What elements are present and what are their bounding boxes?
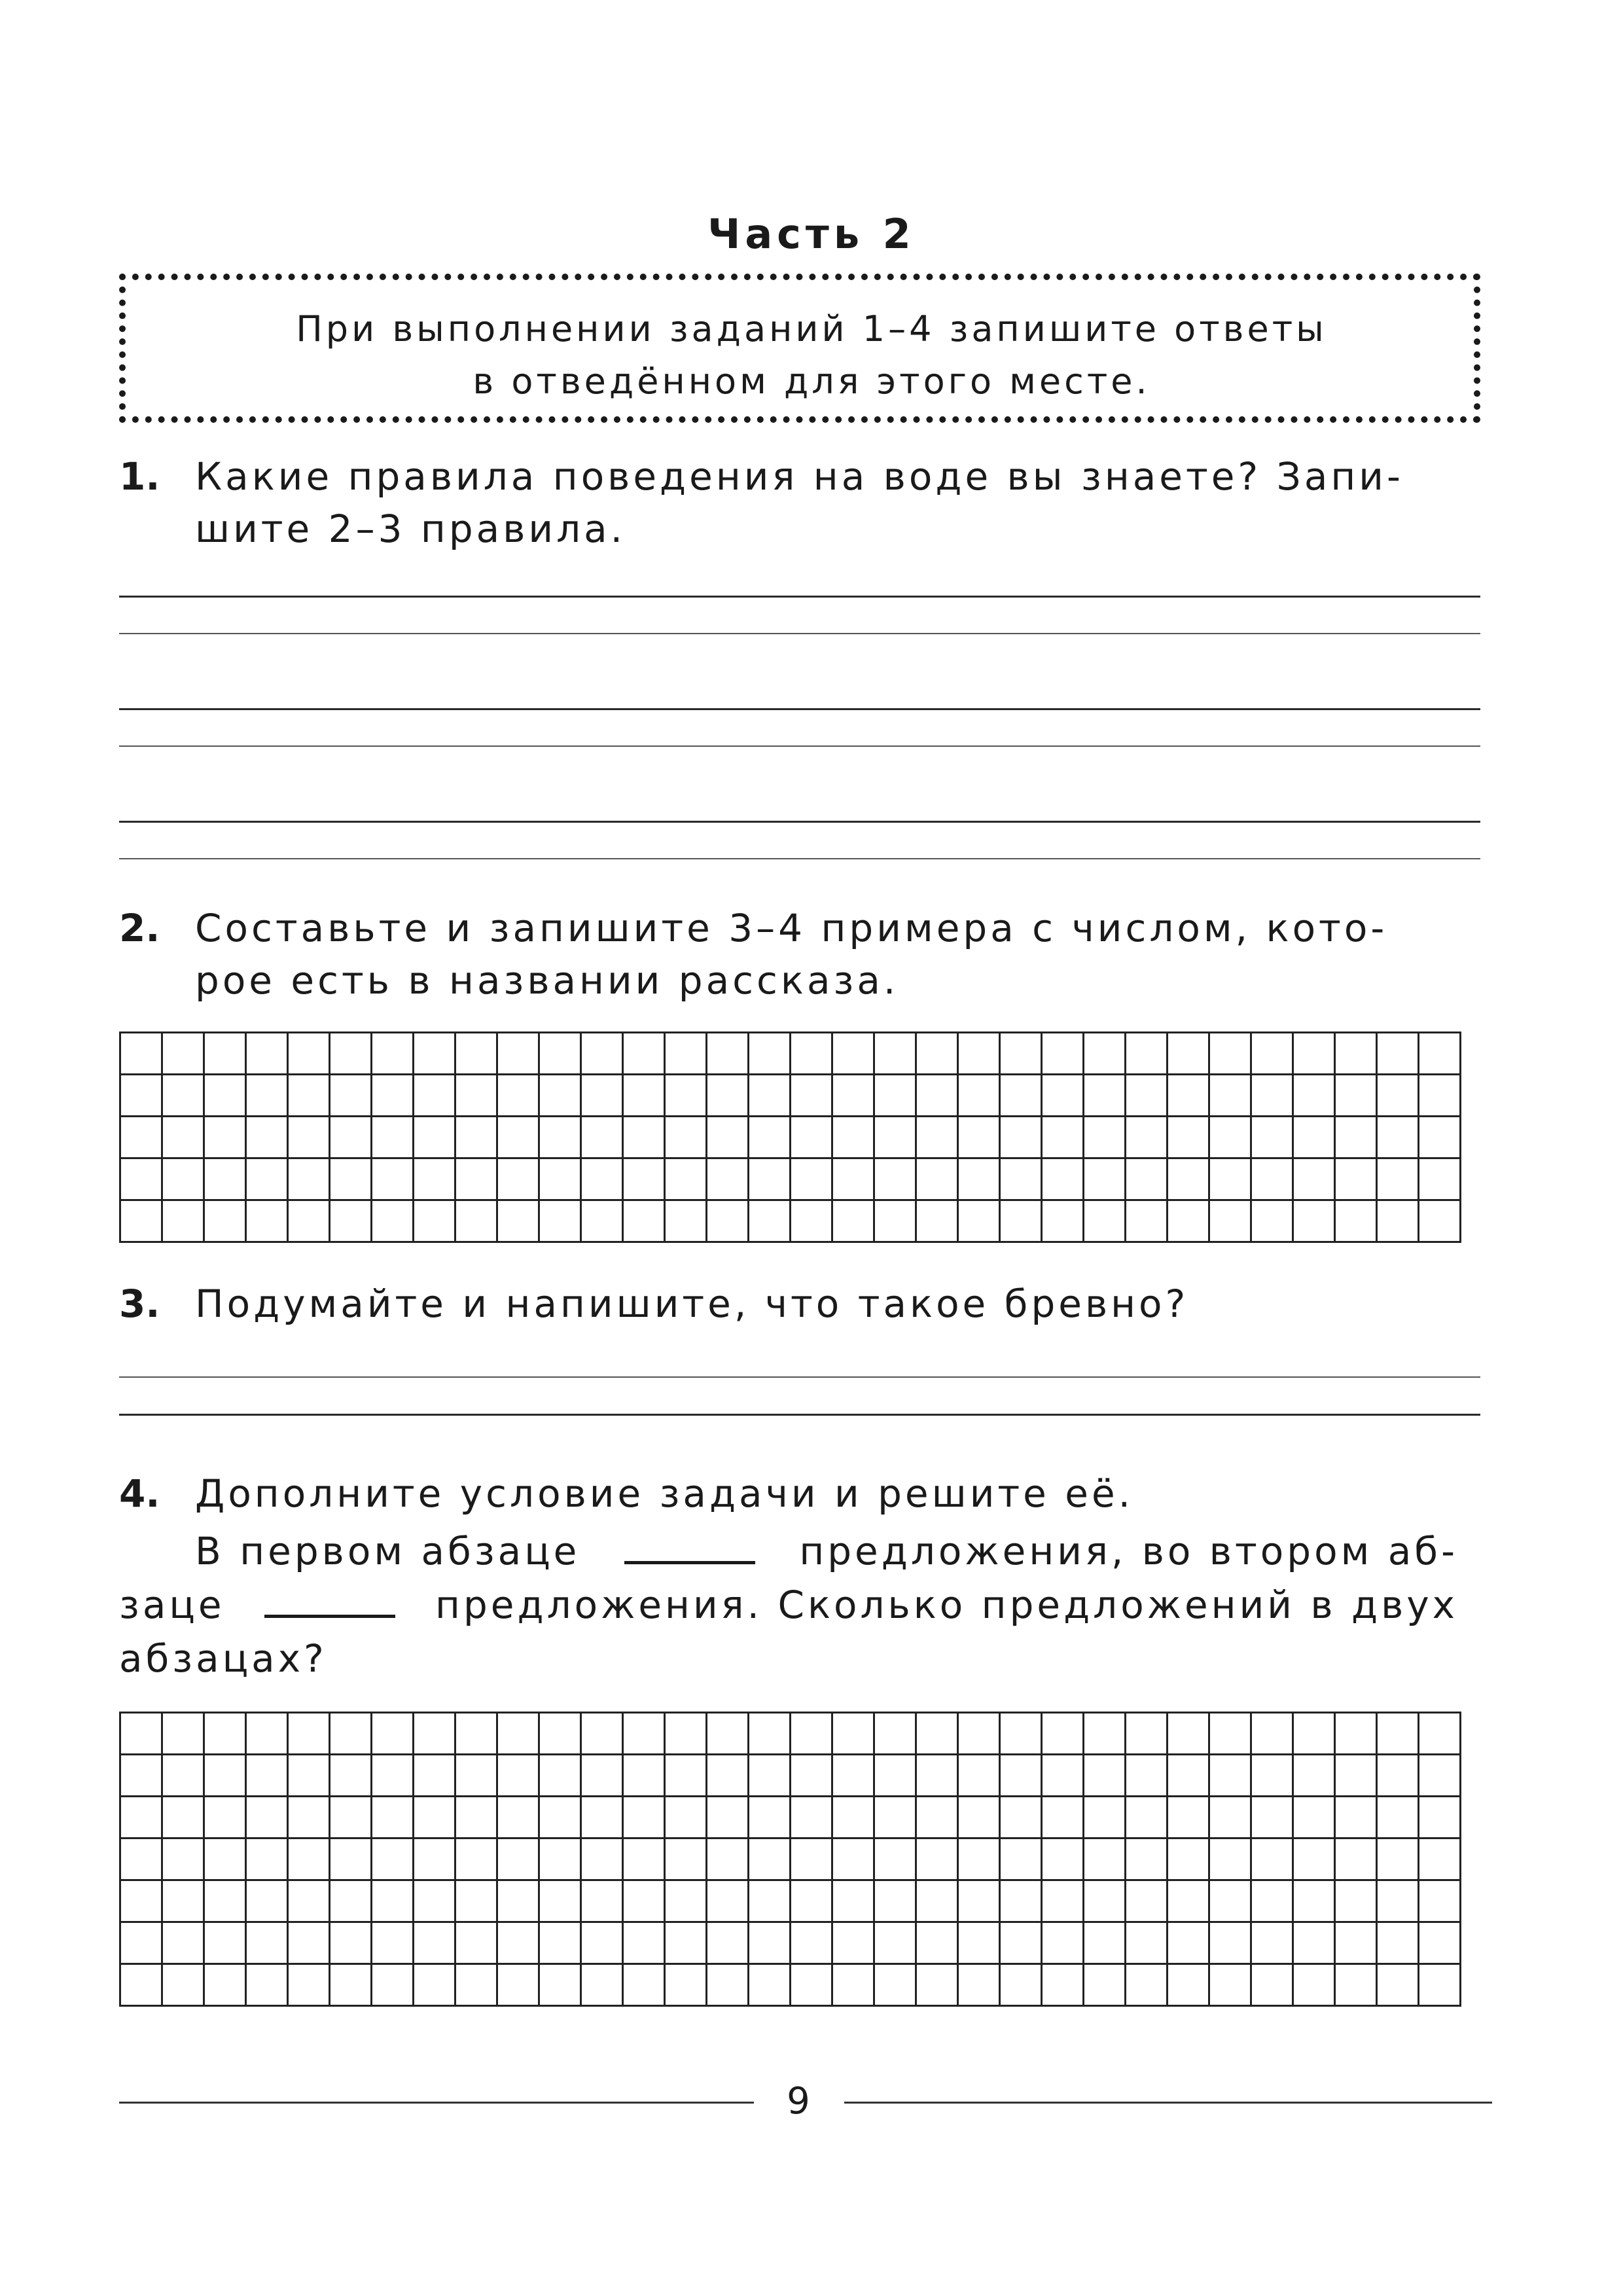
footer-rule-left: [119, 2102, 754, 2104]
task-4-answer-grid[interactable]: [119, 1712, 1461, 2007]
task-1-answer-line-5[interactable]: [119, 821, 1480, 823]
task-4-condition-line-1: [195, 1525, 1458, 1577]
task-1-answer-line-1[interactable]: [119, 596, 1480, 598]
task-3-answer-line-2[interactable]: [119, 1414, 1480, 1416]
task-1-answer-line-2[interactable]: [119, 633, 1480, 634]
task-2-text-line-2: рое есть в названии рассказа.: [195, 958, 899, 1003]
task-3-answer-line-1[interactable]: [119, 1376, 1480, 1378]
condition-text: предложения. Сколько предложений в двух: [435, 1583, 1458, 1627]
task-1-answer-line-6[interactable]: [119, 858, 1480, 859]
task-1-number: 1.: [119, 454, 160, 499]
task-1-answer-line-4[interactable]: [119, 745, 1480, 747]
task-2-answer-grid[interactable]: [119, 1031, 1461, 1243]
task-3-text-line-1: Подумайте и напишите, что такое бревно?: [195, 1282, 1189, 1326]
task-1-text-line-2: шите 2–3 правила.: [195, 507, 626, 551]
condition-text: заце: [119, 1583, 225, 1627]
task-4-condition-line-2: [119, 1579, 1458, 1631]
instruction-text-line-2: в отведённом для этого месте.: [473, 361, 1150, 402]
task-4-text-line-1: Дополните условие задачи и решите её.: [195, 1471, 1134, 1516]
condition-text: предложения, во втором аб-: [799, 1529, 1458, 1573]
task-3-number: 3.: [119, 1282, 160, 1326]
page-title: Часть 2: [707, 210, 916, 258]
page-number: 9: [787, 2080, 810, 2123]
footer-rule-right: [844, 2102, 1492, 2104]
task-2-number: 2.: [119, 906, 160, 950]
task-1-text-line-1: Какие правила поведения на воде вы знаете? Запи-: [195, 454, 1404, 499]
task-2-text-line-1: Составьте и запишите 3–4 примера с числом, кото-: [195, 906, 1388, 950]
condition-blank-1[interactable]: [624, 1527, 755, 1564]
condition-blank-2[interactable]: [264, 1581, 395, 1618]
condition-text: В первом абзаце: [195, 1529, 580, 1573]
task-4-number: 4.: [119, 1471, 160, 1516]
task-1-answer-line-3[interactable]: [119, 708, 1480, 710]
task-4-condition-line-3: абзацах?: [119, 1636, 327, 1681]
instruction-text-line-1: При выполнении заданий 1–4 запишите ответы: [296, 308, 1327, 350]
